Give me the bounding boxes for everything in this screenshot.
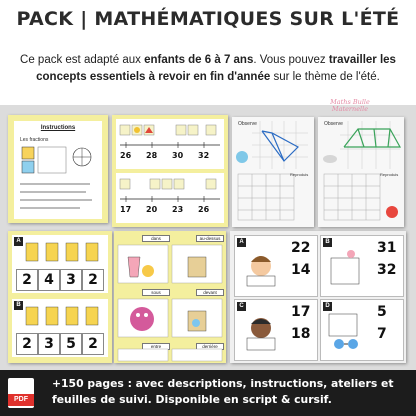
intro-part-1: Ce pack est adapté aux (20, 54, 145, 66)
numberline-1-label: 30 (172, 151, 184, 160)
numberline-1-label: 28 (146, 151, 158, 160)
compare-value: 22 (291, 240, 311, 256)
numberline-2-label: 26 (198, 205, 210, 214)
card-letter: B (323, 238, 332, 247)
header (0, 0, 416, 44)
sum-digit: 5 (60, 333, 82, 355)
fractions-label: Les fractions (20, 137, 49, 143)
reproduce-label: Reproduis (380, 172, 399, 177)
numberline-icons-top (116, 121, 224, 141)
position-label: dans (142, 235, 170, 242)
pdf-badge: PDF (8, 394, 34, 406)
observe-drawing (318, 117, 404, 172)
numberline-2-label: 20 (146, 205, 158, 214)
intro-part-3: sur le thème de l'été. (270, 71, 380, 83)
lemonade-icons (12, 299, 108, 329)
reproduce-label: Reproduis (290, 172, 309, 177)
grid-page-1 (232, 117, 314, 227)
observe-drawing (232, 117, 314, 172)
instructions-title: Instructions (40, 125, 76, 131)
compare-value: 32 (377, 262, 397, 278)
position-label: entre (142, 343, 170, 350)
sum-digit: 2 (82, 269, 104, 291)
brand-logo: Maths Bulle Maternelle (330, 98, 370, 113)
numberline-page (112, 115, 228, 227)
sum-digit: 2 (16, 269, 38, 291)
card-letter: B (14, 301, 23, 310)
reproduce-grid (318, 172, 404, 227)
observe-label: Observe (324, 121, 343, 127)
card-letter: A (14, 237, 23, 246)
sums-page (8, 231, 112, 363)
position-label: derrière (196, 343, 224, 350)
numberline-2-label: 23 (172, 205, 184, 214)
sum-digit: 2 (82, 333, 104, 355)
sum-digit: 3 (38, 333, 60, 355)
card-letter: D (323, 302, 332, 311)
compare-value: 18 (291, 326, 311, 342)
compare-value: 17 (291, 304, 311, 320)
compare-page (230, 231, 406, 363)
compare-value: 31 (377, 240, 397, 256)
numberline-1-label: 32 (198, 151, 210, 160)
instructions-page (8, 115, 108, 223)
card-letter: C (237, 302, 246, 311)
pdf-icon (8, 378, 34, 408)
intro-text (18, 52, 398, 86)
position-label: au-dessus (196, 235, 224, 242)
numberline-1-label: 26 (120, 151, 132, 160)
child-icon (241, 312, 281, 352)
compare-value: 7 (377, 326, 387, 342)
child-icon (241, 248, 281, 288)
numberline-2-label: 17 (120, 205, 132, 214)
position-label: devant (196, 289, 224, 296)
sum-digit: 2 (16, 333, 38, 355)
beach-icon (327, 248, 367, 288)
lemonade-icons (12, 235, 108, 265)
numberline-icons-bottom (116, 175, 224, 195)
position-illustrations (114, 231, 226, 363)
intro-bold-age: enfants de 6 à 7 ans (144, 54, 254, 66)
sum-digit: 4 (38, 269, 60, 291)
observe-label: Observe (238, 121, 257, 127)
sunglasses-icon (325, 312, 365, 352)
card-letter: A (237, 238, 246, 247)
reproduce-grid (232, 172, 314, 227)
compare-value: 5 (377, 304, 387, 320)
preview-band (0, 105, 416, 370)
position-label: sous (142, 289, 170, 296)
intro-bold-concepts: travailler les concepts essentiels à revoir en fin d'année (36, 54, 396, 83)
sum-digit: 3 (60, 269, 82, 291)
page-title: PACK | MATHÉMATIQUES SUR L'ÉTÉ (16, 8, 400, 30)
intro-part-2: . Vous pouvez (253, 54, 329, 66)
compare-value: 14 (291, 262, 311, 278)
positions-page (114, 231, 226, 363)
footer-description: +150 pages : avec descriptions, instructions, ateliers et feuilles de suivi. Disponible en script & cursif. (52, 377, 394, 406)
footer (0, 370, 416, 416)
grid-page-2 (318, 117, 404, 227)
fraction-illustration (14, 141, 102, 221)
